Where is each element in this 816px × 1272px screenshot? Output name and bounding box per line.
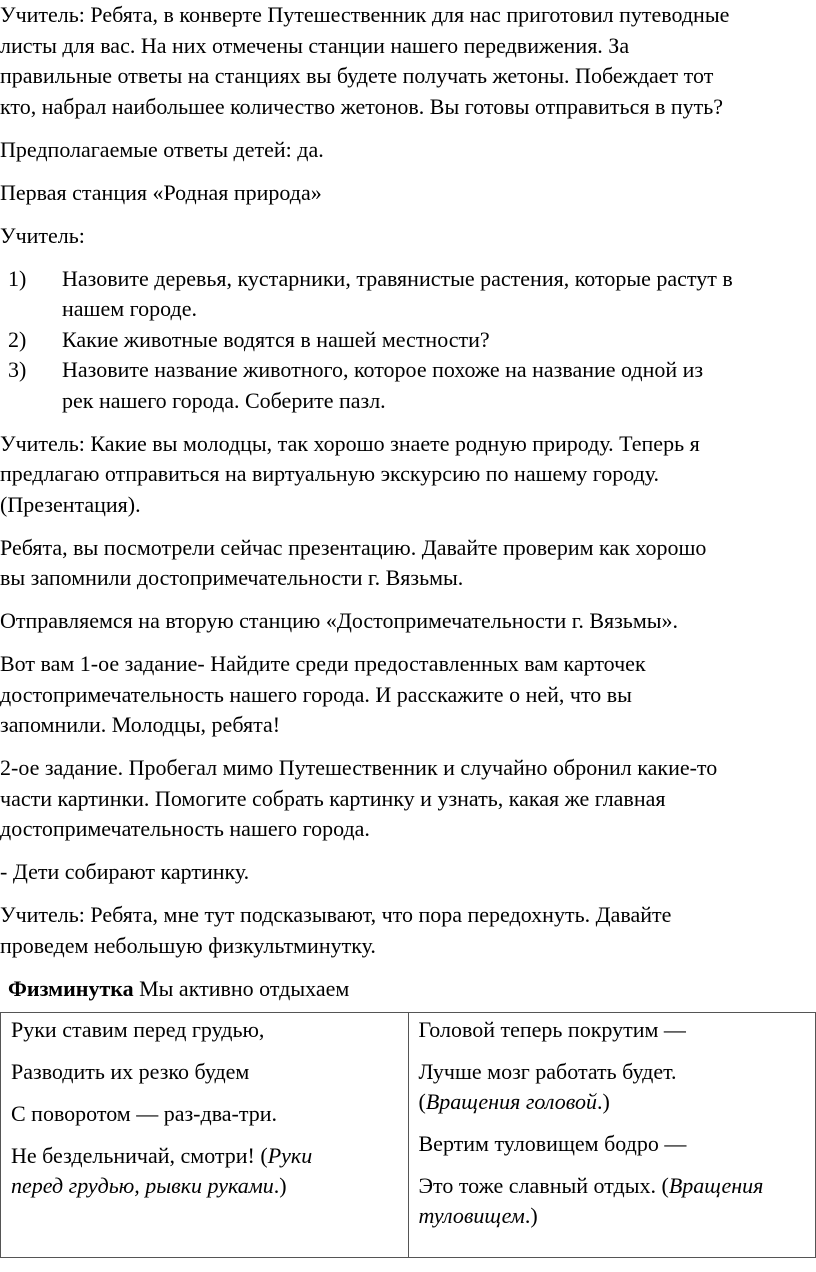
- verse-line: С поворотом — раз-два-три.: [11, 1100, 278, 1126]
- list-number: 3): [8, 357, 27, 382]
- verse-line: [11, 1141, 400, 1201]
- verse-text: Лучше мозг работать будет. (: [418, 1058, 677, 1114]
- fizminutka-heading: [8, 974, 816, 1004]
- verse-text: .): [273, 1172, 287, 1198]
- list-text: Назовите название животного, которое похоже на название одной из рек нашего города. Соберите пазл.: [62, 357, 704, 413]
- verse-text: Это тоже славный отдых. (: [418, 1172, 669, 1198]
- paragraph-praise: Учитель: Какие вы молодцы, так хорошо знаете родную природу. Теперь я предлагаю отправиться на виртуальную экскурсию по нашему городу. (Презентация).: [0, 430, 700, 517]
- table-cell-left: [1, 1012, 409, 1257]
- list-text: Назовите деревья, кустарники, травянистые растения, которые растут в нашем городе.: [62, 265, 733, 321]
- paragraph-station-2: Отправляемся на вторую станцию «Достопримечательности г. Вязьмы».: [0, 608, 679, 633]
- verse-instruction: Руки перед грудью, рывки руками: [11, 1142, 313, 1198]
- verse-instruction: Вращения головой: [425, 1088, 597, 1114]
- list-number: 1): [8, 265, 27, 291]
- fizminutka-title: Физминутка: [8, 975, 134, 1001]
- verse-instruction: Вращения туловищем: [418, 1172, 764, 1228]
- paragraph-task-2: 2-ое задание. Пробегал мимо Путешественник и случайно обронил какие-то части картинки. Помогите собрать картинку и узнать, какая же главная достопримечательность нашего города.: [0, 755, 718, 841]
- paragraph-intro: Учитель: Ребята, в конверте Путешественник для нас приготовил путеводные листы для вас. На них отмечены станции нашего передвижения. За правильные ответы на станциях вы будете получать жетоны. Побеждает тот кто, набрал наибольшее количество жетонов. Вы готовы отправиться в путь?: [0, 2, 730, 119]
- paragraph-station-1: Первая станция «Родная природа»: [0, 179, 322, 205]
- paragraph-rest: Учитель: Ребята, мне тут подсказывают, что пора передохнуть. Давайте проведем небольшую физкультминутку.: [0, 902, 672, 958]
- verse-line: Головой теперь покрутим —: [418, 1016, 686, 1042]
- question-list: [0, 264, 816, 417]
- paragraph-teacher: Учитель:: [0, 222, 85, 248]
- list-text: Какие животные водятся в нашей местности?: [62, 326, 490, 352]
- verse-line: Вертим туловищем бодро —: [418, 1130, 687, 1156]
- verse-line: Разводить их резко будем: [11, 1058, 250, 1084]
- verse-line: [419, 1057, 808, 1117]
- paragraph-task-1: Вот вам 1-ое задание- Найдите среди предоставленных вам карточек достопримечательность нашего города. И расскажите о ней, что вы запомнили. Молодцы, ребята!: [0, 651, 646, 737]
- verse-text: .): [596, 1088, 610, 1114]
- paragraph-answers: Предполагаемые ответы детей: да.: [0, 136, 324, 162]
- verse-line: Руки ставим перед грудью,: [11, 1016, 265, 1042]
- fizminutka-subtitle: Мы активно отдыхаем: [133, 975, 350, 1001]
- paragraph-children: - Дети собирают картинку.: [0, 859, 250, 884]
- verse-text: Не бездельничай, смотри! (: [11, 1142, 268, 1168]
- verse-text: .): [524, 1202, 538, 1228]
- list-number: 2): [8, 326, 27, 352]
- list-item: [0, 325, 816, 356]
- table-cell-right: [408, 1012, 816, 1257]
- exercise-table: [0, 1012, 816, 1258]
- list-item: [0, 355, 816, 416]
- paragraph-presentation: Ребята, вы посмотрели сейчас презентацию. Давайте проверим как хорошо вы запомнили достопримечательности г. Вязьмы.: [0, 534, 707, 590]
- list-item: [0, 264, 816, 325]
- verse-line: [419, 1171, 808, 1231]
